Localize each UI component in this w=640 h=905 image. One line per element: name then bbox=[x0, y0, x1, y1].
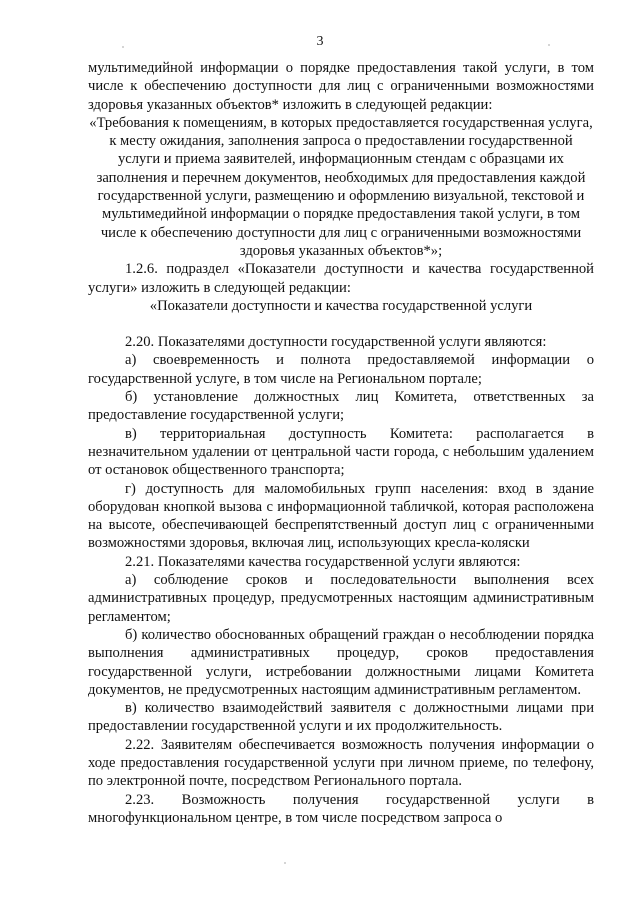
document-body bbox=[88, 59, 594, 827]
paragraph-2-20: 2.20. Показателями доступности государственной услуги являются: bbox=[125, 334, 547, 351]
paragraph-1-2-6: 1.2.6. подраздел «Показатели доступности и качества государственной услуги» изложить в следующей редакции: bbox=[88, 261, 594, 296]
list-item-2-20-b: б) установление должностных лиц Комитета, ответственных за предоставление государственной услуги; bbox=[88, 389, 594, 424]
page-number: 3 bbox=[316, 34, 324, 49]
list-item-2-21-b: б) количество обоснованных обращений граждан о несоблюдении порядка выполнения административных процедур, сроков предоставления государственной услуги, истребовании должностными лицами Комитета документов, не предусмотренных настоящим административным регламентом. bbox=[88, 626, 594, 698]
scan-speck bbox=[284, 862, 286, 864]
paragraph-2-21: 2.21. Показателями качества государственной услуги являются: bbox=[125, 553, 521, 570]
quoted-requirements: «Требования к помещениям, в которых предоставляется государственная услуга, к месту ожидания, заполнения запроса о предоставлении государственной услуги и приема заявителей, информационным стендам с образцами их заполнения и перечнем документов, необходимых для предоставления каждой государственной услуги, размещению и оформлению визуальной, текстовой и мультимедийной информации о порядке предоставления такой услуги, в том числе к обеспечению доступности для лиц с ограниченными возможностями здоровья указанных объектов*»; bbox=[89, 114, 593, 259]
list-item-2-21-a: а) соблюдение сроков и последовательности выполнения всех административных процедур, предусмотренных настоящим административным регламентом; bbox=[88, 572, 594, 625]
list-item-2-20-g: г) доступность для маломобильных групп населения: вход в здание оборудован кнопкой вызова с информационной табличкой, которая расположена на высоте, обеспечивающей беспрепятственный доступ лиц с ограниченными возможностями здоровья, включая лиц, использующих кресла-коляски bbox=[88, 480, 594, 552]
paragraph-2-22: 2.22. Заявителям обеспечивается возможность получения информации о ходе предоставления государственной услуги при личном приеме, по телефону, по электронной почте, посредством Регионального портала. bbox=[88, 736, 594, 790]
scan-speck bbox=[548, 44, 550, 46]
list-item-2-20-a: а) своевременность и полнота предоставляемой информации о государственной услуге, в том числе на Региональном портале; bbox=[88, 352, 594, 387]
paragraph-2-23: 2.23. Возможность получения государственной услуги в многофункциональном центре, в том числе посредством запроса о bbox=[88, 791, 594, 826]
scan-speck bbox=[122, 46, 124, 48]
section-heading: «Показатели доступности и качества государственной услуги bbox=[149, 297, 533, 314]
list-item-2-20-v: в) территориальная доступность Комитета: располагается в незначительном удалении от центральной части города, с небольшим удалением от остановок общественного транспорта; bbox=[88, 425, 594, 479]
paragraph-continuation: мультимедийной информации о порядке предоставления такой услуги, в том числе к обеспечению доступности для лиц с ограниченными возможностями здоровья указанных объектов* изложить в следующей редакции: bbox=[88, 60, 594, 113]
list-item-2-21-v: в) количество взаимодействий заявителя с должностными лицами при предоставлении государственной услуги и их продолжительность. bbox=[88, 700, 594, 735]
